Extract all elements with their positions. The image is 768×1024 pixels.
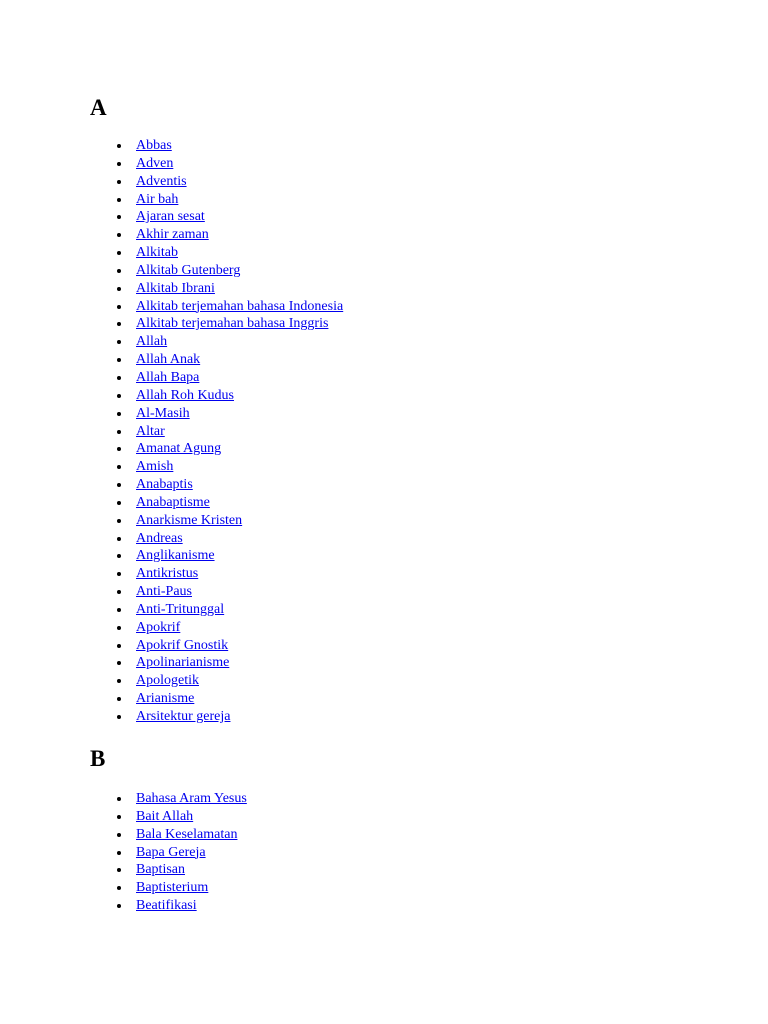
term-link[interactable]: Anti-Paus	[136, 584, 192, 600]
term-link[interactable]: Anabaptis	[136, 477, 193, 493]
term-link[interactable]: Anti-Tritunggal	[136, 601, 225, 617]
term-link[interactable]: Allah Anak	[136, 352, 201, 368]
term-link[interactable]: Baptisan	[136, 862, 185, 878]
list-item	[136, 530, 343, 548]
list-item	[136, 826, 247, 844]
list-item	[136, 637, 343, 655]
list-item	[136, 440, 343, 458]
term-link[interactable]: Anglikanisme	[136, 548, 215, 564]
list-item	[136, 262, 343, 280]
term-link[interactable]: Abbas	[136, 138, 172, 153]
list-item	[136, 565, 343, 583]
term-link[interactable]: Anarkisme Kristen	[136, 512, 243, 528]
list-item	[136, 315, 343, 333]
term-link[interactable]: Antikristus	[136, 566, 199, 582]
list-item	[136, 512, 343, 530]
term-link[interactable]: Bapa Gereja	[136, 844, 206, 860]
term-link[interactable]: Anabaptisme	[136, 494, 210, 510]
list-item	[136, 844, 247, 862]
list-item	[136, 423, 343, 441]
list-item	[136, 137, 343, 155]
list-item	[136, 333, 343, 351]
term-link[interactable]: Akhir zaman	[136, 227, 209, 243]
term-link[interactable]: Bahasa Aram Yesus	[136, 791, 247, 806]
list-item	[136, 298, 343, 316]
term-link[interactable]: Amish	[136, 459, 174, 475]
list-item	[136, 226, 343, 244]
list-item	[136, 405, 343, 423]
term-link[interactable]: Apokrif	[136, 619, 181, 635]
list-item	[136, 690, 343, 708]
list-item	[136, 494, 343, 512]
list-item	[136, 897, 247, 915]
term-link[interactable]: Apokrif Gnostik	[136, 637, 229, 653]
list-item	[136, 244, 343, 262]
list-item	[136, 155, 343, 173]
term-link[interactable]: Allah Bapa	[136, 369, 200, 385]
term-link[interactable]: Apologetik	[136, 673, 199, 689]
term-link[interactable]: Baptisterium	[136, 880, 209, 896]
term-link[interactable]: Allah	[136, 334, 168, 350]
section-heading-b: B	[90, 746, 106, 771]
link-list-b	[136, 790, 247, 915]
list-item	[136, 458, 343, 476]
list-item	[136, 601, 343, 619]
list-item	[136, 672, 343, 690]
term-link[interactable]: Beatifikasi	[136, 898, 197, 914]
list-item	[136, 619, 343, 637]
term-link[interactable]: Ajaran sesat	[136, 209, 205, 225]
term-link[interactable]: Arianisme	[136, 691, 195, 707]
list-item	[136, 208, 343, 226]
list-item	[136, 861, 247, 879]
list-item	[136, 708, 343, 726]
term-link[interactable]: Andreas	[136, 530, 183, 546]
term-link[interactable]: Alkitab	[136, 245, 178, 261]
list-item	[136, 583, 343, 601]
term-link[interactable]: Bait Allah	[136, 808, 194, 824]
term-link[interactable]: Apolinarianisme	[136, 655, 230, 671]
link-list-a	[136, 137, 343, 726]
term-link[interactable]: Allah Roh Kudus	[136, 387, 234, 403]
term-link[interactable]: Arsitektur gereja	[136, 709, 231, 724]
list-item	[136, 879, 247, 897]
list-item	[136, 191, 343, 209]
list-item	[136, 654, 343, 672]
list-item	[136, 351, 343, 369]
section-heading-a: A	[90, 95, 107, 120]
term-link[interactable]: Adven	[136, 155, 174, 171]
term-link[interactable]: Adventis	[136, 173, 187, 189]
list-item	[136, 387, 343, 405]
list-item	[136, 476, 343, 494]
term-link[interactable]: Amanat Agung	[136, 441, 222, 457]
term-link[interactable]: Alkitab Gutenberg	[136, 262, 241, 278]
list-item	[136, 808, 247, 826]
list-item	[136, 790, 247, 808]
term-link[interactable]: Al-Masih	[136, 405, 190, 421]
term-link[interactable]: Alkitab terjemahan bahasa Indonesia	[136, 298, 344, 314]
term-link[interactable]: Air bah	[136, 191, 179, 207]
term-link[interactable]: Altar	[136, 423, 165, 439]
term-link[interactable]: Alkitab Ibrani	[136, 280, 215, 296]
list-item	[136, 280, 343, 298]
list-item	[136, 173, 343, 191]
list-item	[136, 369, 343, 387]
term-link[interactable]: Bala Keselamatan	[136, 826, 238, 842]
term-link[interactable]: Alkitab terjemahan bahasa Inggris	[136, 316, 329, 332]
list-item	[136, 547, 343, 565]
